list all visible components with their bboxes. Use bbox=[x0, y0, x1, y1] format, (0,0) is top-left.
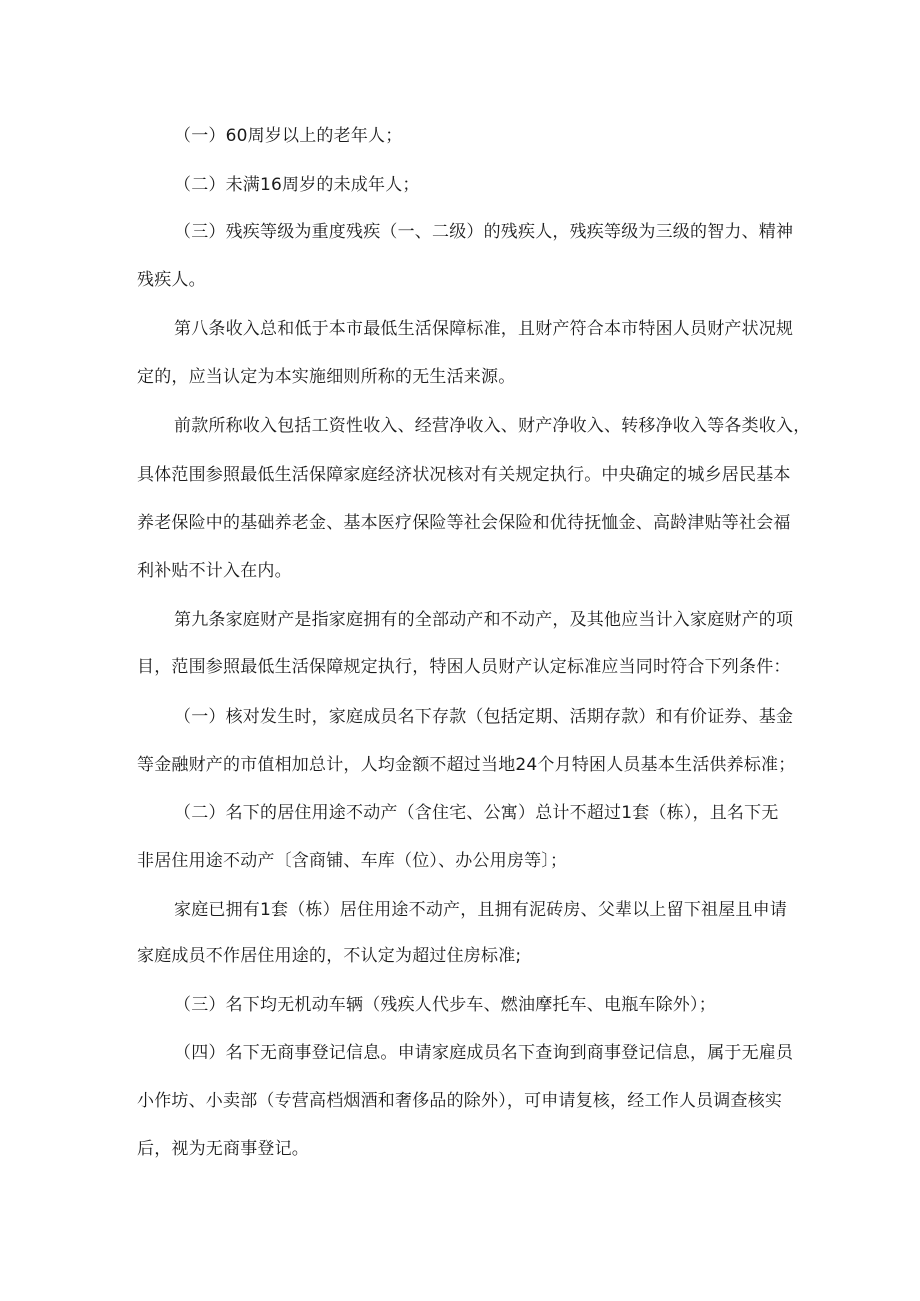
condition-2-line-1: （二）名下的居住用途不动产（含住宅、公寓）总计不超过1套（栋），且名下无 bbox=[174, 803, 779, 823]
condition-3-vehicles: （三）名下均无机动车辆（残疾人代步车、燃油摩托车、电瓶车除外）； bbox=[174, 995, 716, 1015]
condition-4-line-1: （四）名下无商事登记信息。申请家庭成员名下查询到商事登记信息，属于无雇员 bbox=[174, 1043, 794, 1063]
article-9-line-1: 第九条家庭财产是指家庭拥有的全部动产和不动产，及其他应当计入家庭财产的项 bbox=[174, 610, 794, 630]
condition-4-line-3: 后，视为无商事登记。 bbox=[137, 1139, 309, 1159]
housing-exception-line-1: 家庭已拥有1套（栋）居住用途不动产，且拥有泥砖房、父辈以上留下祖屋且申请 bbox=[174, 900, 788, 920]
condition-4-line-2: 小作坊、小卖部（专营高档烟酒和奢侈品的除外），可申请复核，经工作人员调查核实 bbox=[137, 1091, 783, 1111]
income-paragraph-line-1: 前款所称收入包括工资性收入、经营净收入、财产净收入、转移净收入等各类收入， bbox=[174, 416, 811, 436]
item-3-disabled-line-2: 残疾人。 bbox=[137, 270, 206, 290]
item-2-minors: （二）未满16周岁的未成年人； bbox=[174, 175, 420, 195]
article-8-line-2: 定的，应当认定为本实施细则所称的无生活来源。 bbox=[137, 367, 516, 387]
condition-1-line-2: 等金融财产的市值相加总计，人均金额不超过当地24个月特困人员基本生活供养标准； bbox=[137, 755, 796, 775]
article-9-line-2: 目，范围参照最低生活保障规定执行，特困人员财产认定标准应当同时符合下列条件： bbox=[137, 657, 791, 677]
income-paragraph-line-2: 具体范围参照最低生活保障家庭经济状况核对有关规定执行。中央确定的城乡居民基本 bbox=[137, 465, 791, 485]
income-paragraph-line-3: 养老保险中的基础养老金、基本医疗保险等社会保险和优待抚恤金、高龄津贴等社会福 bbox=[137, 513, 791, 533]
income-paragraph-line-4: 利补贴不计入在内。 bbox=[137, 561, 292, 581]
condition-1-line-1: （一）核对发生时，家庭成员名下存款（包括定期、活期存款）和有价证券、基金 bbox=[174, 707, 794, 727]
item-3-disabled-line-1: （三）残疾等级为重度残疾（一、二级）的残疾人，残疾等级为三级的智力、精神 bbox=[174, 222, 794, 242]
housing-exception-line-2: 家庭成员不作居住用途的，不认定为超过住房标准; bbox=[137, 946, 522, 966]
article-8-line-1: 第八条收入总和低于本市最低生活保障标准，且财产符合本市特困人员财产状况规 bbox=[174, 319, 794, 339]
item-1-elderly: （一）60周岁以上的老年人； bbox=[174, 126, 403, 146]
condition-2-line-2: 非居住用途不动产〔含商铺、车库（位）、办公用房等〕； bbox=[137, 851, 568, 871]
